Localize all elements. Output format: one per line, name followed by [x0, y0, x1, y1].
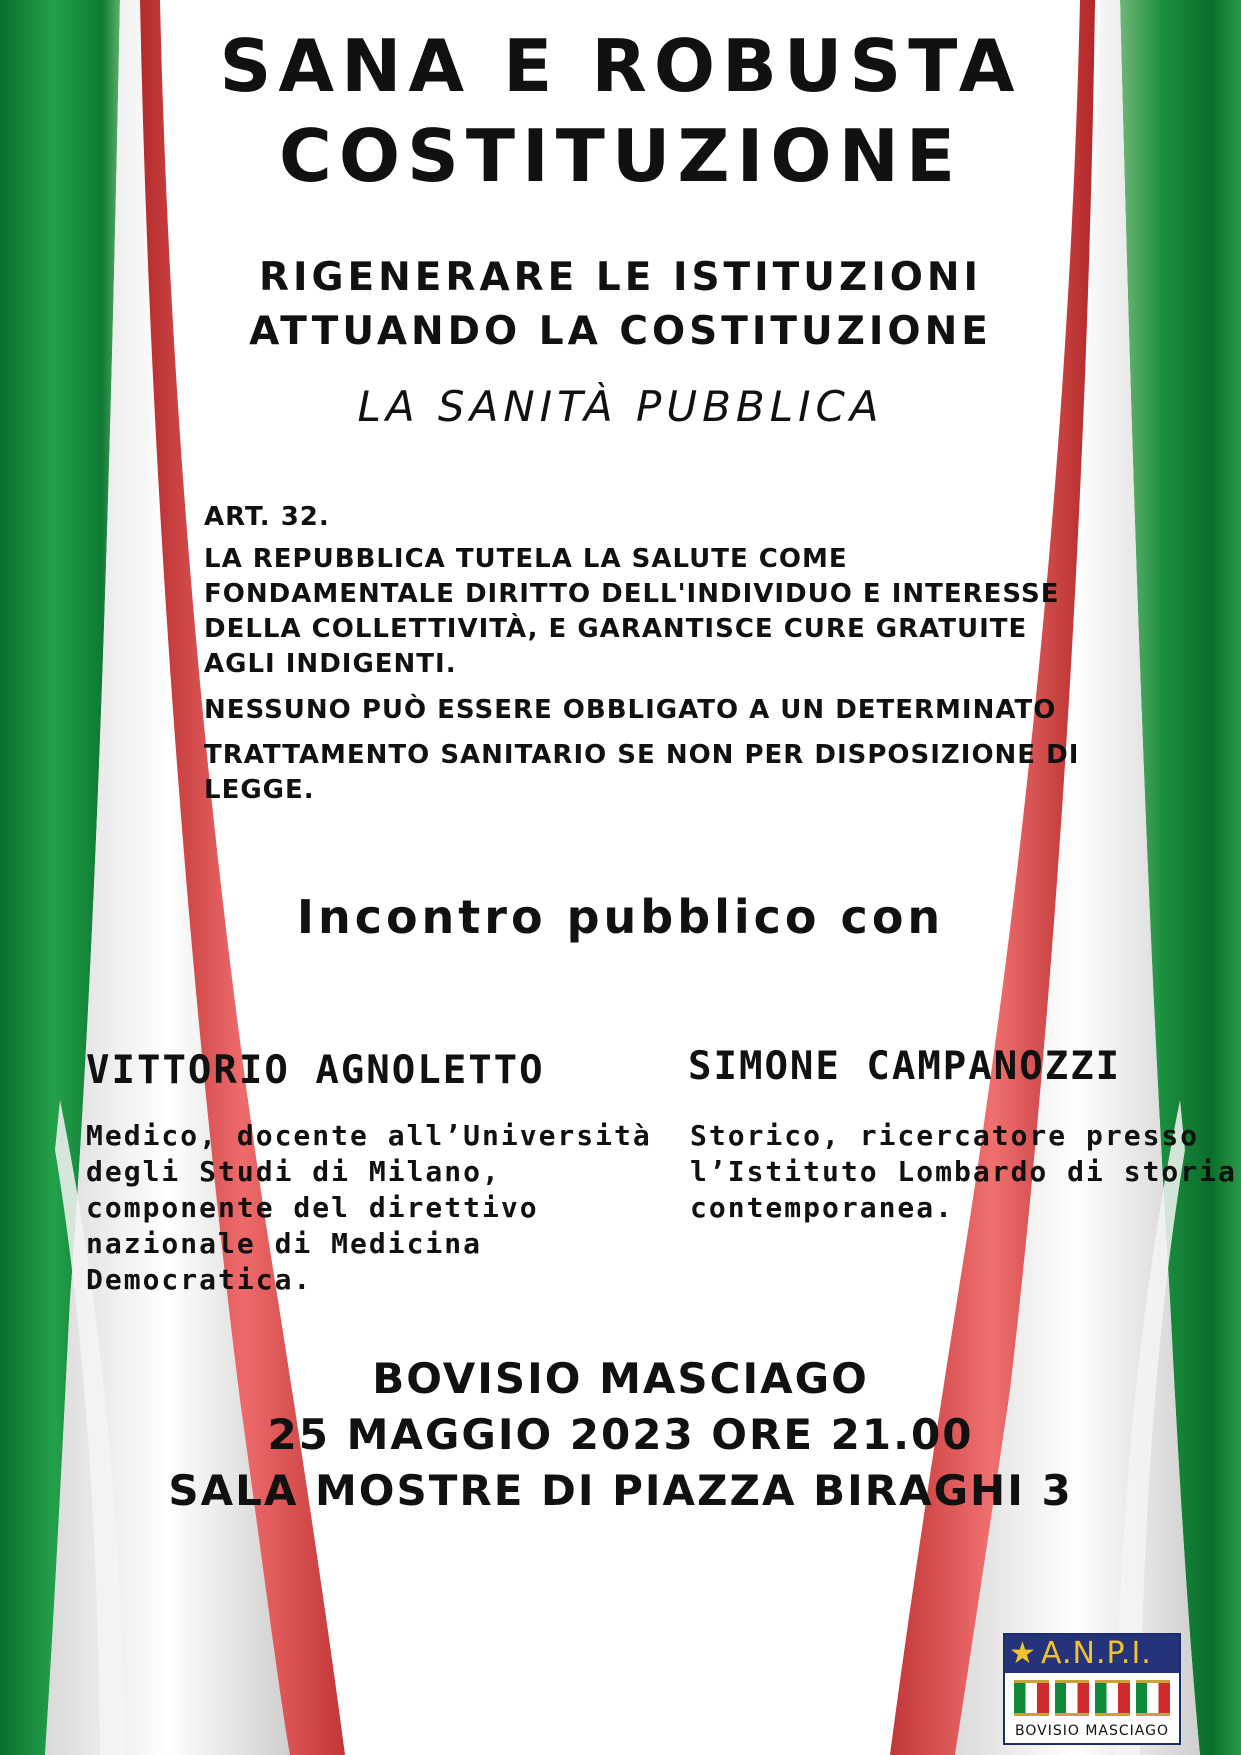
speaker-1-bio-line: Medico, docente all’Università: [86, 1119, 652, 1152]
anpi-logo-city: BOVISIO MASCIAGO: [1015, 1723, 1169, 1739]
subtitle-line-1: RIGENERARE LE ISTITUZIONI: [258, 255, 983, 300]
subtitle-line-2: ATTUANDO LA COSTITUZIONE: [249, 309, 992, 354]
event-datetime: 25 MAGGIO 2023 ORE 21.00: [267, 1410, 974, 1459]
meeting-heading: Incontro pubblico con: [296, 890, 945, 944]
anpi-logo: [1003, 1633, 1181, 1745]
speaker-1-bio-line: Democratica.: [86, 1263, 313, 1296]
article-line: LA REPUBBLICA TUTELA LA SALUTE COME: [204, 544, 848, 574]
poster-title-line-2: COSTITUZIONE: [278, 114, 963, 198]
speaker-1-bio-line: degli Studi di Milano,: [86, 1155, 501, 1188]
article-line: DELLA COLLETTIVITÀ, E GARANTISCE CURE GRATUITE: [204, 614, 1028, 644]
flag-icon: [1014, 1680, 1049, 1716]
theme-heading: LA SANITÀ PUBBLICA: [357, 382, 884, 431]
speaker-1-bio-line: nazionale di Medicina: [86, 1227, 483, 1260]
speaker-2-bio-line: Storico, ricercatore presso: [690, 1119, 1200, 1152]
event-venue: SALA MOSTRE DI PIAZZA BIRAGHI 3: [168, 1466, 1073, 1515]
speaker-2-bio-line: contemporanea.: [690, 1191, 955, 1224]
poster-title-line-1: SANA E ROBUSTA: [219, 24, 1022, 108]
flag-icon: [1055, 1680, 1090, 1716]
anpi-logo-band: [1005, 1635, 1179, 1673]
speaker-2-bio-line: l’Istituto Lombardo di storia: [690, 1155, 1237, 1188]
article-number: ART. 32.: [204, 502, 330, 532]
article-line: AGLI INDIGENTI.: [204, 649, 457, 679]
article-line: NESSUNO PUÒ ESSERE OBBLIGATO A UN DETERMINATO: [204, 695, 1057, 725]
article-line: FONDAMENTALE DIRITTO DELL'INDIVIDUO E INTERESSE: [204, 579, 1060, 609]
speaker-2-name: SIMONE CAMPANOZZI: [688, 1044, 1122, 1089]
article-line: TRATTAMENTO SANITARIO SE NON PER DISPOSIZIONE DI: [204, 740, 1080, 770]
event-place: BOVISIO MASCIAGO: [372, 1354, 869, 1403]
speaker-1-bio-line: componente del direttivo: [86, 1191, 539, 1224]
speaker-1-name: VITTORIO AGNOLETTO: [86, 1048, 545, 1093]
article-line: LEGGE.: [204, 775, 315, 805]
flag-icon: [1095, 1680, 1130, 1716]
flag-icon: [1136, 1680, 1171, 1716]
star-icon: ★: [1009, 1636, 1036, 1671]
anpi-logo-name: A.N.P.I.: [1041, 1636, 1152, 1671]
anpi-logo-flags: [1011, 1680, 1173, 1716]
